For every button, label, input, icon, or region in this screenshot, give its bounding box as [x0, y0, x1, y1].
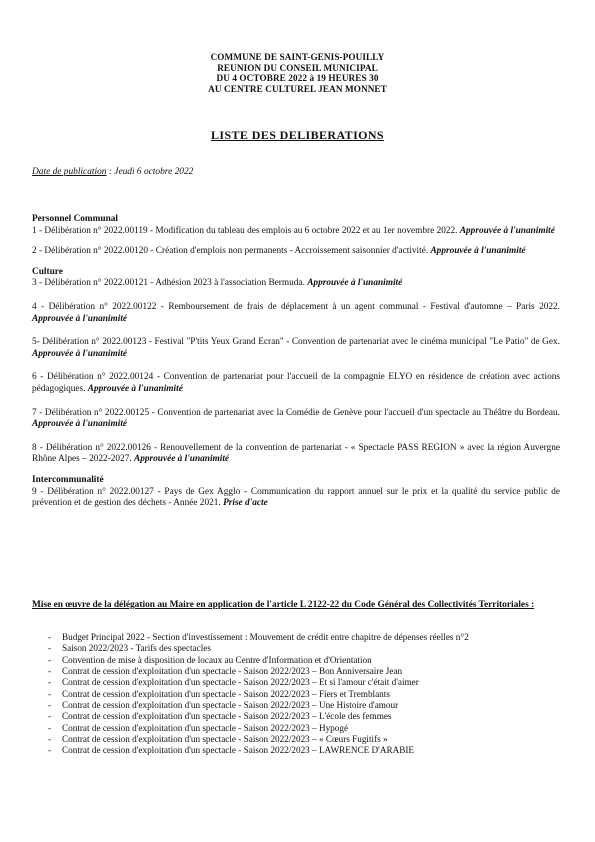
list-item-text: Contrat de cession d'exploitation d'un spectacle - Saison 2022/2023 – Et si l'amour c'était d'aimer	[62, 677, 419, 688]
list-item-text: Contrat de cession d'exploitation d'un spectacle - Saison 2022/2023 – LAWRENCE D'ARABIE	[62, 745, 415, 756]
deliberation-text: 3 - Délibération n° 2022.00121 - Adhésion 2023 à l'association Bermuda.	[32, 278, 308, 289]
list-item	[42, 700, 562, 711]
header-date: DU 4 OCTOBRE 2022 à 19 HEURES 30	[216, 73, 379, 84]
deliberation-status: Approuvée à l'unanimité	[32, 313, 128, 324]
delegation-list	[42, 632, 562, 757]
deliberation-item	[32, 337, 560, 360]
document-header	[0, 52, 595, 94]
deliberation-text: 6 - Délibération n° 2022.00124 - Convention de partenariat pour l'accueil de la compagnie ELYO en résidence de création avec actions pédagogiques.	[32, 372, 560, 394]
document-title: LISTE DES DELIBERATIONS	[210, 128, 385, 142]
deliberation-item	[32, 487, 560, 510]
deliberation-item	[32, 278, 560, 290]
deliberation-item	[32, 246, 560, 258]
deliberation-item	[32, 408, 560, 431]
list-item-text: Contrat de cession d'exploitation d'un spectacle - Saison 2022/2023 – Hypogé	[62, 722, 349, 733]
deliberation-status: Prise d'acte	[223, 498, 268, 509]
publication-label: Date de publication	[32, 167, 107, 177]
deliberation-status: Approuvée à l'unanimité	[307, 278, 403, 289]
deliberation-text: 8 - Délibération n° 2022.00126 - Renouvellement de la convention de partenariat - « Spectacle PASS REGION » avec la région Auvergne Rhône Alpes – 2022-2027.	[32, 442, 560, 465]
list-item-text: Saison 2022/2023 - Tarifs des spectacles	[62, 643, 211, 654]
list-item	[42, 734, 562, 745]
header-location: AU CENTRE CULTUREL JEAN MONNET	[208, 83, 387, 94]
list-item-text: Contrat de cession d'exploitation d'un spectacle - Saison 2022/2023 – « Cœurs Fugitifs »	[62, 734, 388, 745]
deliberation-item	[32, 302, 560, 325]
publication-value: Jeudi 6 octobre 2022	[114, 167, 194, 177]
list-item	[42, 643, 562, 654]
header-commune: COMMUNE DE SAINT-GENIS-POUILLY	[210, 52, 385, 62]
list-item	[42, 689, 562, 700]
deliberation-status: Approuvée à l'unanimité	[134, 454, 230, 465]
list-item-text: Contrat de cession d'exploitation d'un spectacle - Saison 2022/2023 – L'école des femmes	[62, 711, 392, 722]
section-heading-culture: Culture	[32, 266, 63, 277]
deliberation-text: 5- Délibération n° 2022.00123 - Festival "P'tits Yeux Grand Ecran" - Convention de partenariat avec le cinéma municipal "Le Patio" de Gex.	[32, 337, 560, 348]
deliberation-status: Approuvée à l'unanimité	[32, 348, 128, 359]
list-item-text: Contrat de cession d'exploitation d'un spectacle - Saison 2022/2023 – Fiers et Tremblants	[62, 688, 390, 699]
deliberation-item	[32, 372, 560, 395]
deliberation-status: Approuvée à l'unanimité	[459, 225, 555, 236]
deliberation-item	[32, 226, 560, 238]
list-item-text: Contrat de cession d'exploitation d'un spectacle - Saison 2022/2023 – Une Histoire d'amour	[62, 700, 399, 711]
deliberation-text: 1 - Délibération n° 2022.00119 - Modification du tableau des emplois au 6 octobre 2022 et au 1er novembre 2022.	[32, 225, 460, 236]
deliberation-item	[32, 443, 560, 466]
bullet-dash: -	[48, 654, 52, 665]
list-item	[42, 655, 562, 666]
delegation-heading: Mise en œuvre de la délégation au Maire en application de l'article L 2122-22 du Code Général des Collectivités Territoriales :	[32, 600, 535, 610]
bullet-dash: -	[48, 632, 52, 642]
publication-date	[32, 167, 193, 177]
deliberation-status: Approuvée à l'unanimité	[430, 246, 526, 257]
section-heading-personnel: Personnel Communal	[32, 214, 118, 224]
list-item	[42, 666, 562, 677]
header-meeting: REUNION DU CONSEIL MUNICIPAL	[217, 62, 378, 73]
bullet-dash: -	[48, 700, 52, 711]
bullet-dash: -	[48, 722, 52, 733]
list-item	[42, 745, 562, 756]
deliberations-body	[32, 214, 560, 510]
deliberation-text: 9 - Délibération n° 2022.00127 - Pays de Gex Agglo - Communication du rapport annuel sur le prix et la qualité du service public de prévention et de gestion des déchets - Année 2021.	[32, 486, 560, 509]
deliberation-text: 4 - Délibération n° 2022.00122 - Remboursement de frais de déplacement à un agent communal - Festival d'automne – Paris 2022.	[32, 301, 560, 312]
list-item-text: Budget Principal 2022 - Section d'investissement : Mouvement de crédit entre chapitre de dépenses réelles n°2	[62, 632, 469, 642]
section-heading-intercommunalite: Intercommunalité	[32, 474, 104, 485]
bullet-dash: -	[48, 666, 52, 677]
document-title-wrap	[0, 126, 595, 144]
list-item-text: Convention de mise à disposition de locaux au Centre d'Information et d'Orientation	[62, 654, 372, 665]
bullet-dash: -	[48, 688, 52, 699]
deliberation-status: Approuvée à l'unanimité	[32, 419, 128, 430]
list-item	[42, 711, 562, 722]
deliberation-status: Approuvée à l'unanimité	[87, 383, 183, 394]
deliberation-text: 7 - Délibération n° 2022.00125 - Convention de partenariat avec la Comédie de Genève pour l'accueil d'un spectacle au Théâtre du Bordeau.	[32, 407, 560, 418]
list-item	[42, 723, 562, 734]
bullet-dash: -	[48, 745, 52, 756]
bullet-dash: -	[48, 711, 52, 722]
bullet-dash: -	[48, 734, 52, 745]
list-item	[42, 677, 562, 688]
bullet-dash: -	[48, 643, 52, 654]
deliberation-text: 2 - Délibération n° 2022.00120 - Création d'emplois non permanents - Accroissement saisonnier d'activité.	[32, 246, 431, 257]
list-item-text: Contrat de cession d'exploitation d'un spectacle - Saison 2022/2023 – Bon Anniversaire Jean	[62, 666, 403, 677]
publication-sep: :	[106, 167, 115, 177]
bullet-dash: -	[48, 677, 52, 688]
list-item	[42, 632, 562, 643]
